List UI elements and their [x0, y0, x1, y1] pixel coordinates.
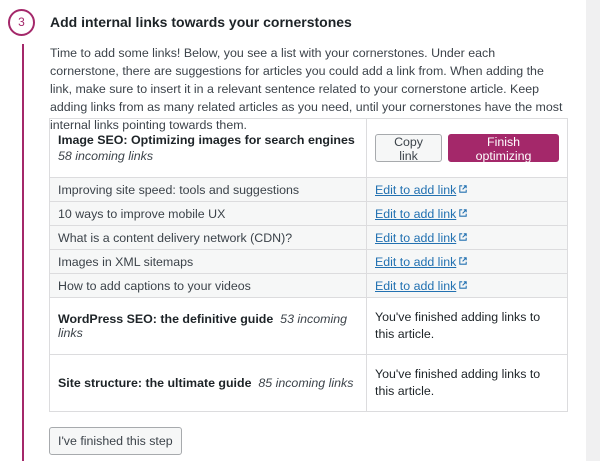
cornerstones-table: [49, 118, 568, 412]
suggestion-row: [50, 250, 568, 274]
suggestion-title: Images in XML sitemaps: [50, 250, 367, 274]
incoming-links-count: 53 incoming links: [58, 312, 347, 340]
edit-link-label: Edit to add link: [375, 254, 457, 269]
cornerstone-title: Site structure: the ultimate guide: [58, 376, 252, 390]
cornerstone-title: WordPress SEO: the definitive guide: [58, 312, 274, 326]
suggestion-title: Improving site speed: tools and suggestions: [50, 178, 367, 202]
edit-to-add-link[interactable]: [375, 183, 467, 197]
cornerstone-title: Image SEO: Optimizing images for search engines: [58, 133, 355, 147]
cornerstone-cell: [50, 298, 367, 355]
suggestion-row: [50, 274, 568, 298]
suggestion-row: [50, 178, 568, 202]
suggestion-row: [50, 226, 568, 250]
edit-to-add-link[interactable]: [375, 255, 467, 269]
edit-to-add-link[interactable]: [375, 207, 467, 221]
edit-link-label: Edit to add link: [375, 278, 457, 293]
suggestion-row: [50, 202, 568, 226]
edit-to-add-link[interactable]: [375, 279, 467, 293]
step-timeline-line: [22, 44, 24, 461]
external-link-icon: [459, 185, 467, 193]
edit-to-add-link[interactable]: [375, 231, 467, 245]
cornerstone-cell: [50, 119, 367, 178]
external-link-icon: [459, 233, 467, 241]
right-gutter: [586, 0, 600, 461]
cornerstone-row: [50, 355, 568, 412]
finished-step-button[interactable]: I've finished this step: [49, 427, 182, 455]
cornerstone-cell: [50, 355, 367, 412]
finish-optimizing-button[interactable]: Finish optimizing: [448, 134, 559, 162]
edit-link-label: Edit to add link: [375, 182, 457, 197]
incoming-links-count: 58 incoming links: [58, 149, 154, 163]
edit-link-label: Edit to add link: [375, 206, 457, 221]
incoming-links-count: 85 incoming links: [258, 376, 354, 390]
external-link-icon: [459, 281, 467, 289]
cornerstone-actions: [367, 119, 568, 178]
step-intro-text: Time to add some links! Below, you see a list with your cornerstones. Under each cornerstone, there are suggestions for articles you could add a link from. When adding the link, make sure to insert it in a relevant sentence related to your cornerstone article. Keep adding links from as many related articles as you need, until your cornerstones have the most internal links pointing towards them.: [50, 46, 563, 132]
edit-link-label: Edit to add link: [375, 230, 457, 245]
cornerstone-row: [50, 298, 568, 355]
step-title: Add internal links towards your cornerstones: [50, 14, 352, 30]
suggestion-title: 10 ways to improve mobile UX: [50, 202, 367, 226]
suggestion-title: How to add captions to your videos: [50, 274, 367, 298]
step-number-badge: 3: [8, 9, 35, 36]
external-link-icon: [459, 257, 467, 265]
copy-link-button[interactable]: Copy link: [375, 134, 442, 162]
suggestion-title: What is a content delivery network (CDN)?: [50, 226, 367, 250]
external-link-icon: [459, 209, 467, 217]
finished-status-text: You've finished adding links to this article.: [367, 355, 568, 412]
cornerstone-row: [50, 119, 568, 178]
finished-status-text: You've finished adding links to this article.: [367, 298, 568, 355]
